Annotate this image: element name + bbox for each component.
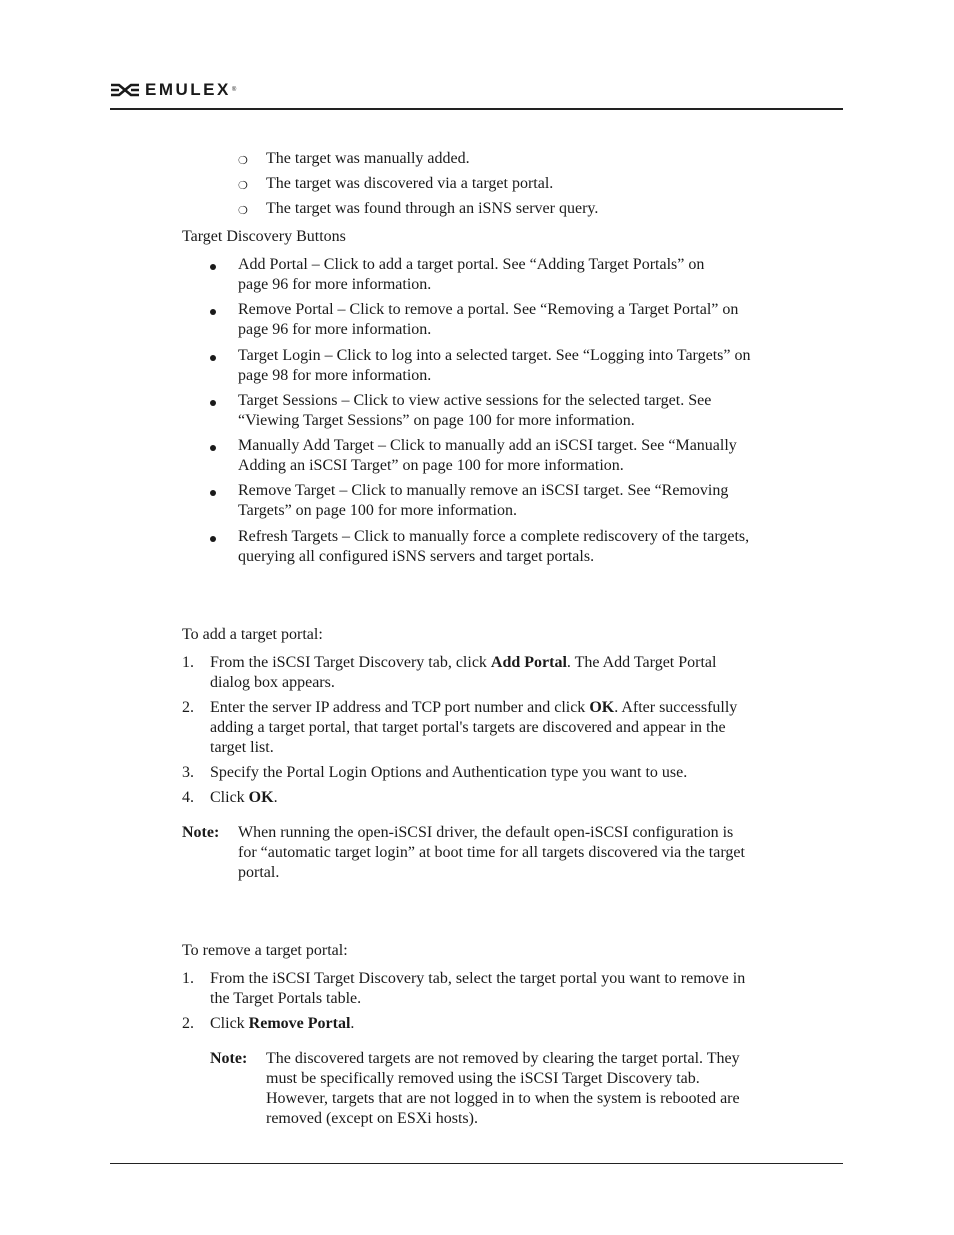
note-line: portal.: [238, 864, 280, 881]
list-item-line: Target Sessions – Click to view active sessions for the selected target. See: [238, 392, 712, 409]
step-text: .: [350, 1015, 355, 1032]
list-item: [238, 300, 843, 340]
step-line: [210, 698, 843, 718]
step-line: [210, 653, 843, 673]
bullet-icon: [210, 445, 216, 451]
note-line: must be specifically removed using the iSCSI Target Discovery tab.: [266, 1070, 700, 1087]
note-line: However, targets that are not logged in to when the system is rebooted are: [266, 1090, 740, 1107]
add-step-3: Specify the Portal Login Options and Authentication type you want to use.: [210, 764, 688, 781]
list-item: The target was manually added.: [266, 150, 470, 167]
list-item: The target was discovered via a target portal.: [266, 175, 554, 192]
header-rule: [110, 108, 843, 110]
list-item-line: page 96 for more information.: [238, 276, 432, 293]
step-number: 1.: [182, 970, 194, 987]
remove-portal-intro: To remove a target portal:: [182, 942, 348, 959]
note-text: [238, 823, 843, 883]
step-text: Click: [210, 789, 249, 806]
list-item: [238, 527, 843, 567]
list-item-line: querying all configured iSNS servers and target portals.: [238, 548, 595, 565]
step-text: Click: [210, 1015, 249, 1032]
remove-step-2: [210, 1014, 843, 1034]
bullet-icon: [210, 400, 216, 406]
buttons-heading: Target Discovery Buttons: [182, 228, 346, 245]
remove-step-1: [210, 969, 843, 1009]
list-item-line: Manually Add Target – Click to manually add an iSCSI target. See “Manually: [238, 437, 737, 454]
list-item-line: Target Login – Click to log into a selected target. See “Logging into Targets” on: [238, 347, 751, 364]
list-item-line: Remove Portal – Click to remove a portal. See “Removing a Target Portal” on: [238, 301, 739, 318]
list-item-line: “Viewing Target Sessions” on page 100 for more information.: [238, 412, 635, 429]
list-item: [238, 255, 843, 295]
add-step-4: [210, 788, 843, 808]
emulex-logo-icon: [110, 82, 140, 98]
add-portal-intro: To add a target portal:: [182, 626, 323, 643]
step-number: 2.: [182, 699, 194, 716]
note-line: When running the open-iSCSI driver, the default open-iSCSI configuration is: [238, 824, 734, 841]
list-item: The target was found through an iSNS server query.: [266, 200, 599, 217]
step-text: . After successfully: [614, 699, 738, 716]
step-line: From the iSCSI Target Discovery tab, select the target portal you want to remove in: [210, 970, 746, 987]
step-number: 3.: [182, 764, 194, 781]
list-item: [238, 436, 843, 476]
step-line: the Target Portals table.: [210, 990, 362, 1007]
bullet-icon: [210, 490, 216, 496]
bullet-icon: [210, 264, 216, 270]
list-item: [238, 391, 843, 431]
step-bold-text: OK: [589, 699, 615, 716]
step-line: target list.: [210, 739, 274, 756]
step-text: .: [273, 789, 278, 806]
step-text: Enter the server IP address and TCP port number and click: [210, 699, 590, 716]
circle-bullet-icon: ❍: [238, 180, 248, 192]
add-step-1: [210, 653, 843, 693]
note-line: removed (except on ESXi hosts).: [266, 1110, 478, 1127]
bullet-icon: [210, 355, 216, 361]
note-label: Note:: [182, 824, 220, 841]
note-text: [266, 1049, 843, 1129]
step-line: dialog box appears.: [210, 674, 335, 691]
step-bold-text: OK: [248, 789, 274, 806]
page-header: [110, 80, 843, 110]
step-text: . The Add Target Portal: [566, 654, 717, 671]
step-line: adding a target portal, that target portal's targets are discovered and appear in the: [210, 719, 726, 736]
step-number: 2.: [182, 1015, 194, 1032]
list-item: [238, 481, 843, 521]
logo-text: EMULEX: [145, 80, 231, 99]
step-bold-text: Add Portal: [490, 654, 567, 671]
bullet-icon: [210, 536, 216, 542]
logo-trademark: ®: [231, 87, 237, 93]
list-item-line: Adding an iSCSI Target” on page 100 for more information.: [238, 457, 624, 474]
list-item-line: Add Portal – Click to add a target portal. See “Adding Target Portals” on: [238, 256, 705, 273]
step-text: From the iSCSI Target Discovery tab, click: [210, 654, 491, 671]
list-item: [238, 346, 843, 386]
bullet-icon: [210, 309, 216, 315]
note-label: Note:: [210, 1050, 248, 1067]
list-item-line: Refresh Targets – Click to manually force a complete rediscovery of the targets,: [238, 528, 750, 545]
list-item-line: Targets” on page 100 for more information.: [238, 502, 517, 519]
step-number: 1.: [182, 654, 194, 671]
footer-rule: [110, 1163, 843, 1164]
step-bold-text: Remove Portal: [248, 1015, 351, 1032]
add-step-2: [210, 698, 843, 758]
note-line: The discovered targets are not removed by clearing the target portal. They: [266, 1050, 740, 1067]
emulex-logo: [110, 80, 236, 100]
step-number: 4.: [182, 789, 194, 806]
note-line: for “automatic target login” at boot time for all targets discovered via the target: [238, 844, 745, 861]
list-item-line: page 96 for more information.: [238, 321, 432, 338]
circle-bullet-icon: ❍: [238, 205, 248, 217]
list-item-line: page 98 for more information.: [238, 367, 432, 384]
circle-bullet-icon: ❍: [238, 155, 248, 167]
list-item-line: Remove Target – Click to manually remove an iSCSI target. See “Removing: [238, 482, 729, 499]
